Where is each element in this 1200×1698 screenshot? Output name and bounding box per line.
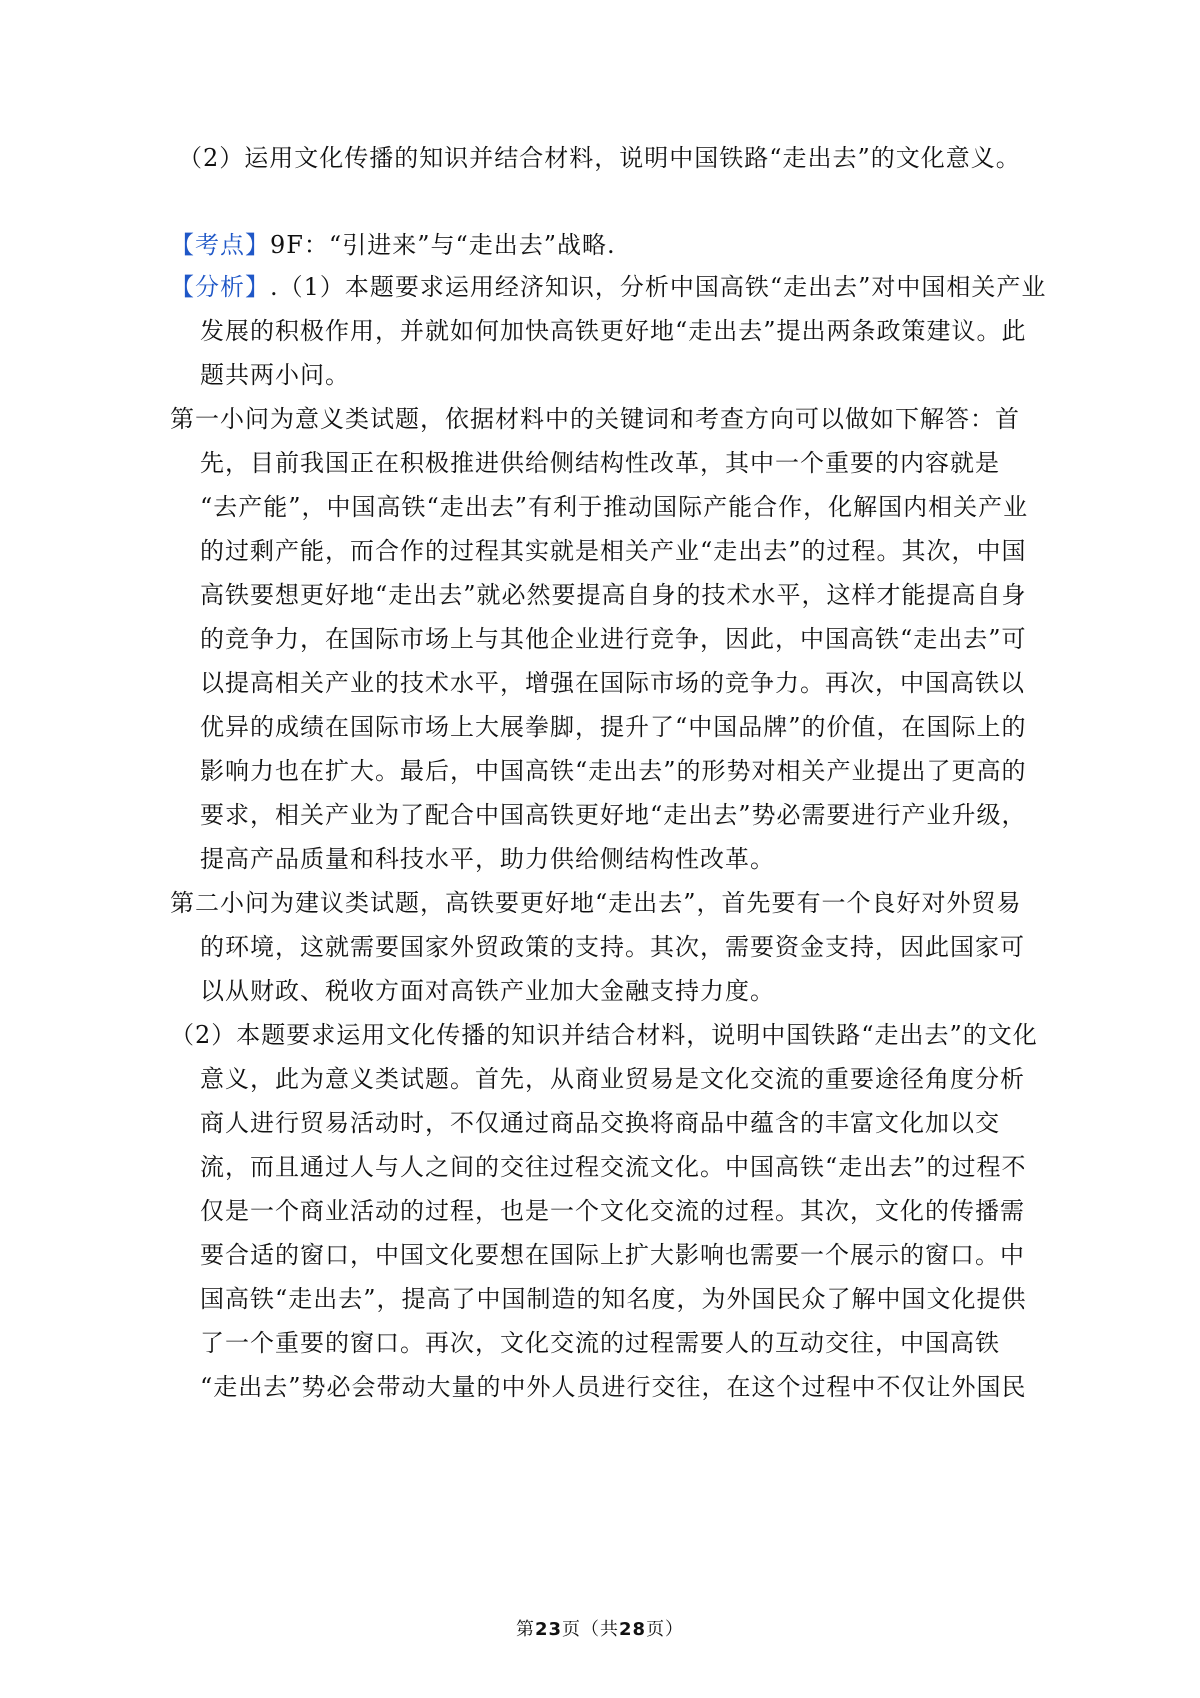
body-line: 影响力也在扩大。最后，中国高铁“走出去”的形势对相关产业提出了更高的 (200, 757, 1027, 785)
body-line: （2）本题要求运用文化传播的知识并结合材料，说明中国铁路“走出去”的文化 (170, 1021, 1038, 1049)
body-line: 以从财政、税收方面对高铁产业加大金融支持力度。 (200, 977, 775, 1005)
body-line: 的过剩产能，而合作的过程其实就是相关产业“走出去”的过程。其次，中国 (200, 537, 1027, 565)
body-line: 商人进行贸易活动时，不仅通过商品交换将商品中蕴含的丰富文化加以交 (200, 1109, 1000, 1137)
body-line: 要合适的窗口，中国文化要想在国际上扩大影响也需要一个展示的窗口。中 (200, 1241, 1025, 1269)
body-line: 以提高相关产业的技术水平，增强在国际市场的竞争力。再次，中国高铁以 (200, 669, 1025, 697)
body-line: 先，目前我国正在积极推进供给侧结构性改革，其中一个重要的内容就是 (200, 449, 1000, 477)
body-line: “去产能”，中国高铁“走出去”有利于推动国际产能合作，化解国内相关产业 (200, 493, 1029, 521)
fenxi-text-part2: 发展的积极作用，并就如何加快高铁更好地“走出去”提出两条政策建议。此 (200, 317, 1027, 345)
kaodian-label: 【考点】 (170, 231, 270, 259)
body-line: 第二小问为建议类试题，高铁要更好地“走出去”，首先要有一个良好对外贸易 (170, 889, 1022, 917)
kaodian-line (170, 230, 616, 260)
body-line: 国高铁“走出去”，提高了中国制造的知名度，为外国民众了解中国文化提供 (200, 1285, 1027, 1313)
fenxi-line-2 (200, 316, 1027, 346)
body-line: 提高产品质量和科技水平，助力供给侧结构性改革。 (200, 845, 775, 873)
body-line: 流，而且通过人与人之间的交往过程交流文化。中国高铁“走出去”的过程不 (200, 1153, 1027, 1181)
body-line: 高铁要想更好地“走出去”就必然要提高自身的技术水平，这样才能提高自身 (200, 581, 1027, 609)
footer-prefix: 第 (515, 1619, 535, 1640)
footer-mid: 页（共 (562, 1619, 619, 1640)
footer-suffix: 页） (646, 1619, 685, 1640)
body-line: 要求，相关产业为了配合中国高铁更好地“走出去”势必需要进行产业升级， (200, 801, 1027, 829)
body-line: 优异的成绩在国际市场上大展拳脚，提升了“中国品牌”的价值，在国际上的 (200, 713, 1027, 741)
body-line: 意义，此为意义类试题。首先，从商业贸易是文化交流的重要途径角度分析 (200, 1065, 1025, 1093)
body-line: 仅是一个商业活动的过程，也是一个文化交流的过程。其次，文化的传播需 (200, 1197, 1025, 1225)
page-footer (0, 1618, 1200, 1642)
fenxi-label: 【分析】 (170, 273, 270, 301)
fenxi-text-part1: .（1）本题要求运用经济知识，分析中国高铁“走出去”对中国相关产业 (270, 273, 1047, 301)
question-2 (178, 143, 1021, 173)
question-2-text: （2）运用文化传播的知识并结合材料，说明中国铁路“走出去”的文化意义。 (178, 144, 1021, 172)
body-line: 的竞争力，在国际市场上与其他企业进行竞争，因此，中国高铁“走出去”可 (200, 625, 1027, 653)
fenxi-text-part3: 题共两小问。 (200, 361, 350, 389)
fenxi-line-3 (200, 360, 350, 390)
kaodian-text: 9F：“引进来”与“走出去”战略. (270, 231, 616, 259)
fenxi-line-1 (170, 272, 1046, 302)
footer-page-number: 23 (534, 1619, 562, 1640)
body-line: 了一个重要的窗口。再次，文化交流的过程需要人的互动交往，中国高铁 (200, 1329, 1000, 1357)
body-line: “走出去”势必会带动大量的中外人员进行交往，在这个过程中不仅让外国民 (200, 1373, 1027, 1401)
body-line: 第一小问为意义类试题，依据材料中的关键词和考查方向可以做如下解答：首 (170, 405, 1020, 433)
footer-total-pages: 28 (619, 1619, 647, 1640)
body-line: 的环境，这就需要国家外贸政策的支持。其次，需要资金支持，因此国家可 (200, 933, 1025, 961)
